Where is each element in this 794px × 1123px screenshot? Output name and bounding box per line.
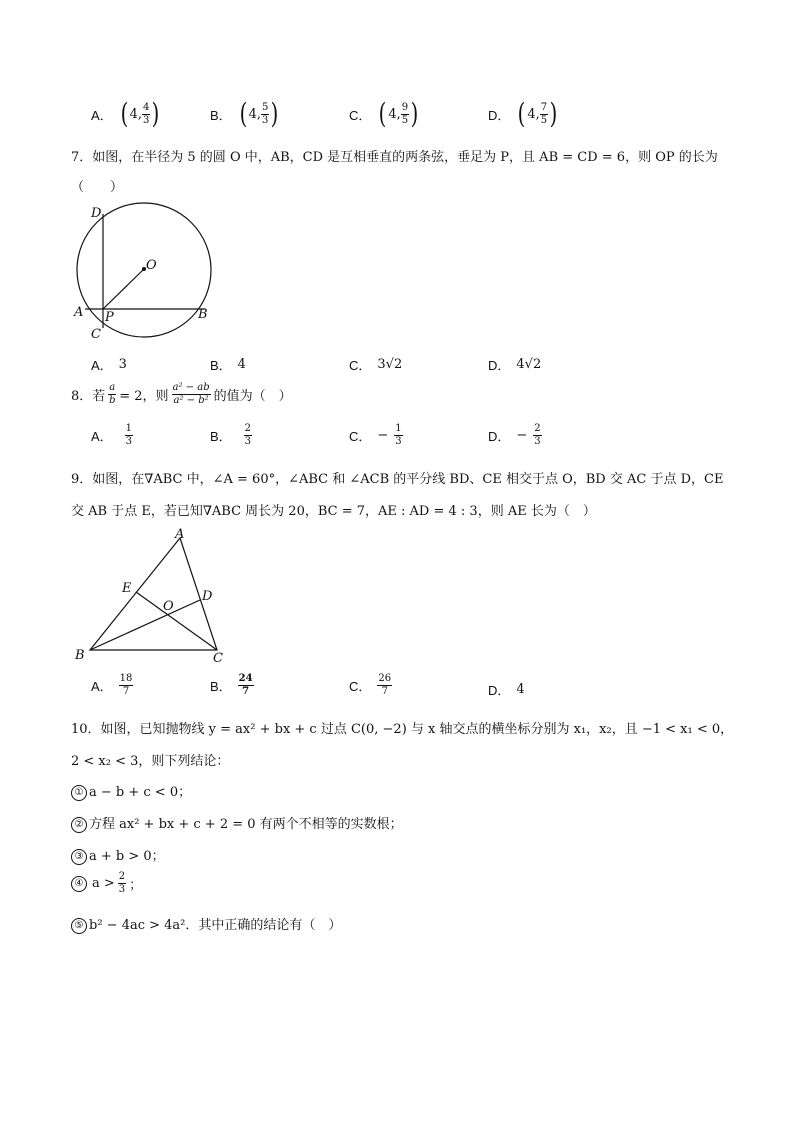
q8-option-c: C． − $\frac{1}{3}$	[349, 423, 402, 447]
q7-stem-line2: （ ）	[71, 180, 124, 195]
q9-option-c: C． $\frac{26}{7}$	[349, 673, 392, 697]
option-label: B．	[210, 107, 232, 123]
q10-item-3: ③ a + b > 0；	[71, 845, 165, 865]
frac-num: 4	[143, 101, 150, 113]
label-o: O	[146, 258, 157, 273]
q10-item-2: ② 方程 ax² + bx + c + 2 = 0 有两个不相等的实数根；	[71, 813, 403, 833]
frac-num: 5	[262, 101, 269, 113]
q7-option-a: A． 3	[91, 357, 127, 373]
label-p: P	[105, 310, 114, 325]
option-label: A．	[91, 107, 113, 123]
label-b: B	[75, 648, 85, 663]
circled-number: ④	[71, 876, 87, 892]
option-label: C．	[349, 107, 372, 123]
q9-stem-line2: 交 AB 于点 E，若已知∇ABC 周长为 20，BC = 7，AE : AD = 4 : 3，则 AE 长为（ ）	[71, 504, 596, 519]
bisector-bd	[90, 600, 200, 650]
label-a: A	[175, 527, 185, 542]
option-value: 4√2	[516, 357, 542, 372]
frac-num: 7	[540, 101, 548, 113]
label-c: C	[213, 651, 223, 666]
q10-stem-line2: 2 < x₂ < 3，则下列结论：	[71, 754, 230, 769]
frac-num: 9	[401, 101, 409, 113]
q10-item-1: ① a − b + c < 0；	[71, 781, 191, 801]
q6-option-c: C． ( 4, $\frac{9}{5}$ )	[349, 97, 419, 130]
q6-option-d: D． ( 4, $\frac{7}{5}$ )	[488, 97, 558, 130]
q7-stem-line1: 7．如图，在半径为 5 的圆 O 中，AB，CD 是互相垂直的两条弦，垂足为 P，且 AB = CD = 6，则 OP 的长为	[71, 150, 718, 165]
q10-item-4: ④ a > $\frac{2}{3}$ ；	[71, 872, 142, 895]
circled-number: ①	[71, 785, 87, 801]
label-d: D	[202, 589, 213, 604]
frac-den: 5	[540, 114, 548, 126]
q9-option-b: B． $\frac{24}{7}$	[210, 673, 253, 697]
circled-number: ③	[71, 849, 87, 865]
label-o: O	[163, 599, 174, 614]
q10-stem-line1: 10．如图，已知抛物线 y = ax² + bx + c 过点 C(0, −2) 与 x 轴交点的横坐标分别为 x₁，x₂，且 −1 < x₁ < 0，	[71, 722, 734, 737]
q9-option-a: A． $\frac{18}{7}$	[91, 673, 133, 697]
segment-op	[103, 269, 144, 309]
q6-option-b: B． ( 4, $\frac{5}{3}$ )	[210, 97, 279, 130]
point-x: 4,	[527, 106, 540, 122]
frac-den: 3	[143, 114, 150, 126]
q10-item-5: ⑤ b² − 4ac > 4a²．其中正确的结论有（ ）	[71, 914, 341, 934]
q8-option-d: D． − $\frac{2}{3}$	[488, 423, 541, 447]
frac-den: 3	[262, 114, 269, 126]
frac-den: 5	[401, 114, 409, 126]
label-a: A	[74, 305, 84, 320]
q9-stem-line1: 9．如图，在∇ABC 中，∠A = 60°，∠ABC 和 ∠ACB 的平分线 BD、CE 相交于点 O，BD 交 AC 于点 D，CE	[71, 472, 724, 487]
q9-triangle-figure	[70, 524, 240, 669]
option-label: D．	[488, 107, 511, 123]
label-e: E	[122, 581, 132, 596]
q8-option-a: A． $\frac{1}{3}$	[91, 423, 133, 447]
q9-option-d: D． 4	[488, 682, 525, 698]
triangle-abc	[90, 538, 217, 650]
label-d: D	[91, 206, 102, 221]
q7-option-c: C． 3√2	[349, 357, 403, 373]
option-value: 3	[118, 357, 127, 372]
point-x: 4,	[248, 106, 262, 122]
option-value: 3√2	[377, 357, 403, 372]
circled-number: ②	[71, 817, 87, 833]
q8-option-b: B． $\frac{2}{3}$	[210, 423, 252, 447]
q6-option-a: A． ( 4, $\frac{4}{3}$ )	[91, 97, 160, 130]
q7-option-d: D． 4√2	[488, 357, 542, 373]
option-value: 4	[237, 357, 246, 372]
q7-circle-figure	[66, 200, 226, 345]
q8-stem: 8．若 $\frac{a}{b}$ = 2，则 $\frac{\text{a² − ab}}{\text{a² − b²}}$ 的值为（ ）	[71, 382, 292, 406]
circled-number: ⑤	[71, 918, 87, 934]
label-c: C	[91, 327, 101, 342]
label-b: B	[198, 307, 208, 322]
point-x: 4,	[129, 106, 143, 122]
q7-option-b: B． 4	[210, 357, 246, 373]
point-x: 4,	[388, 106, 401, 122]
